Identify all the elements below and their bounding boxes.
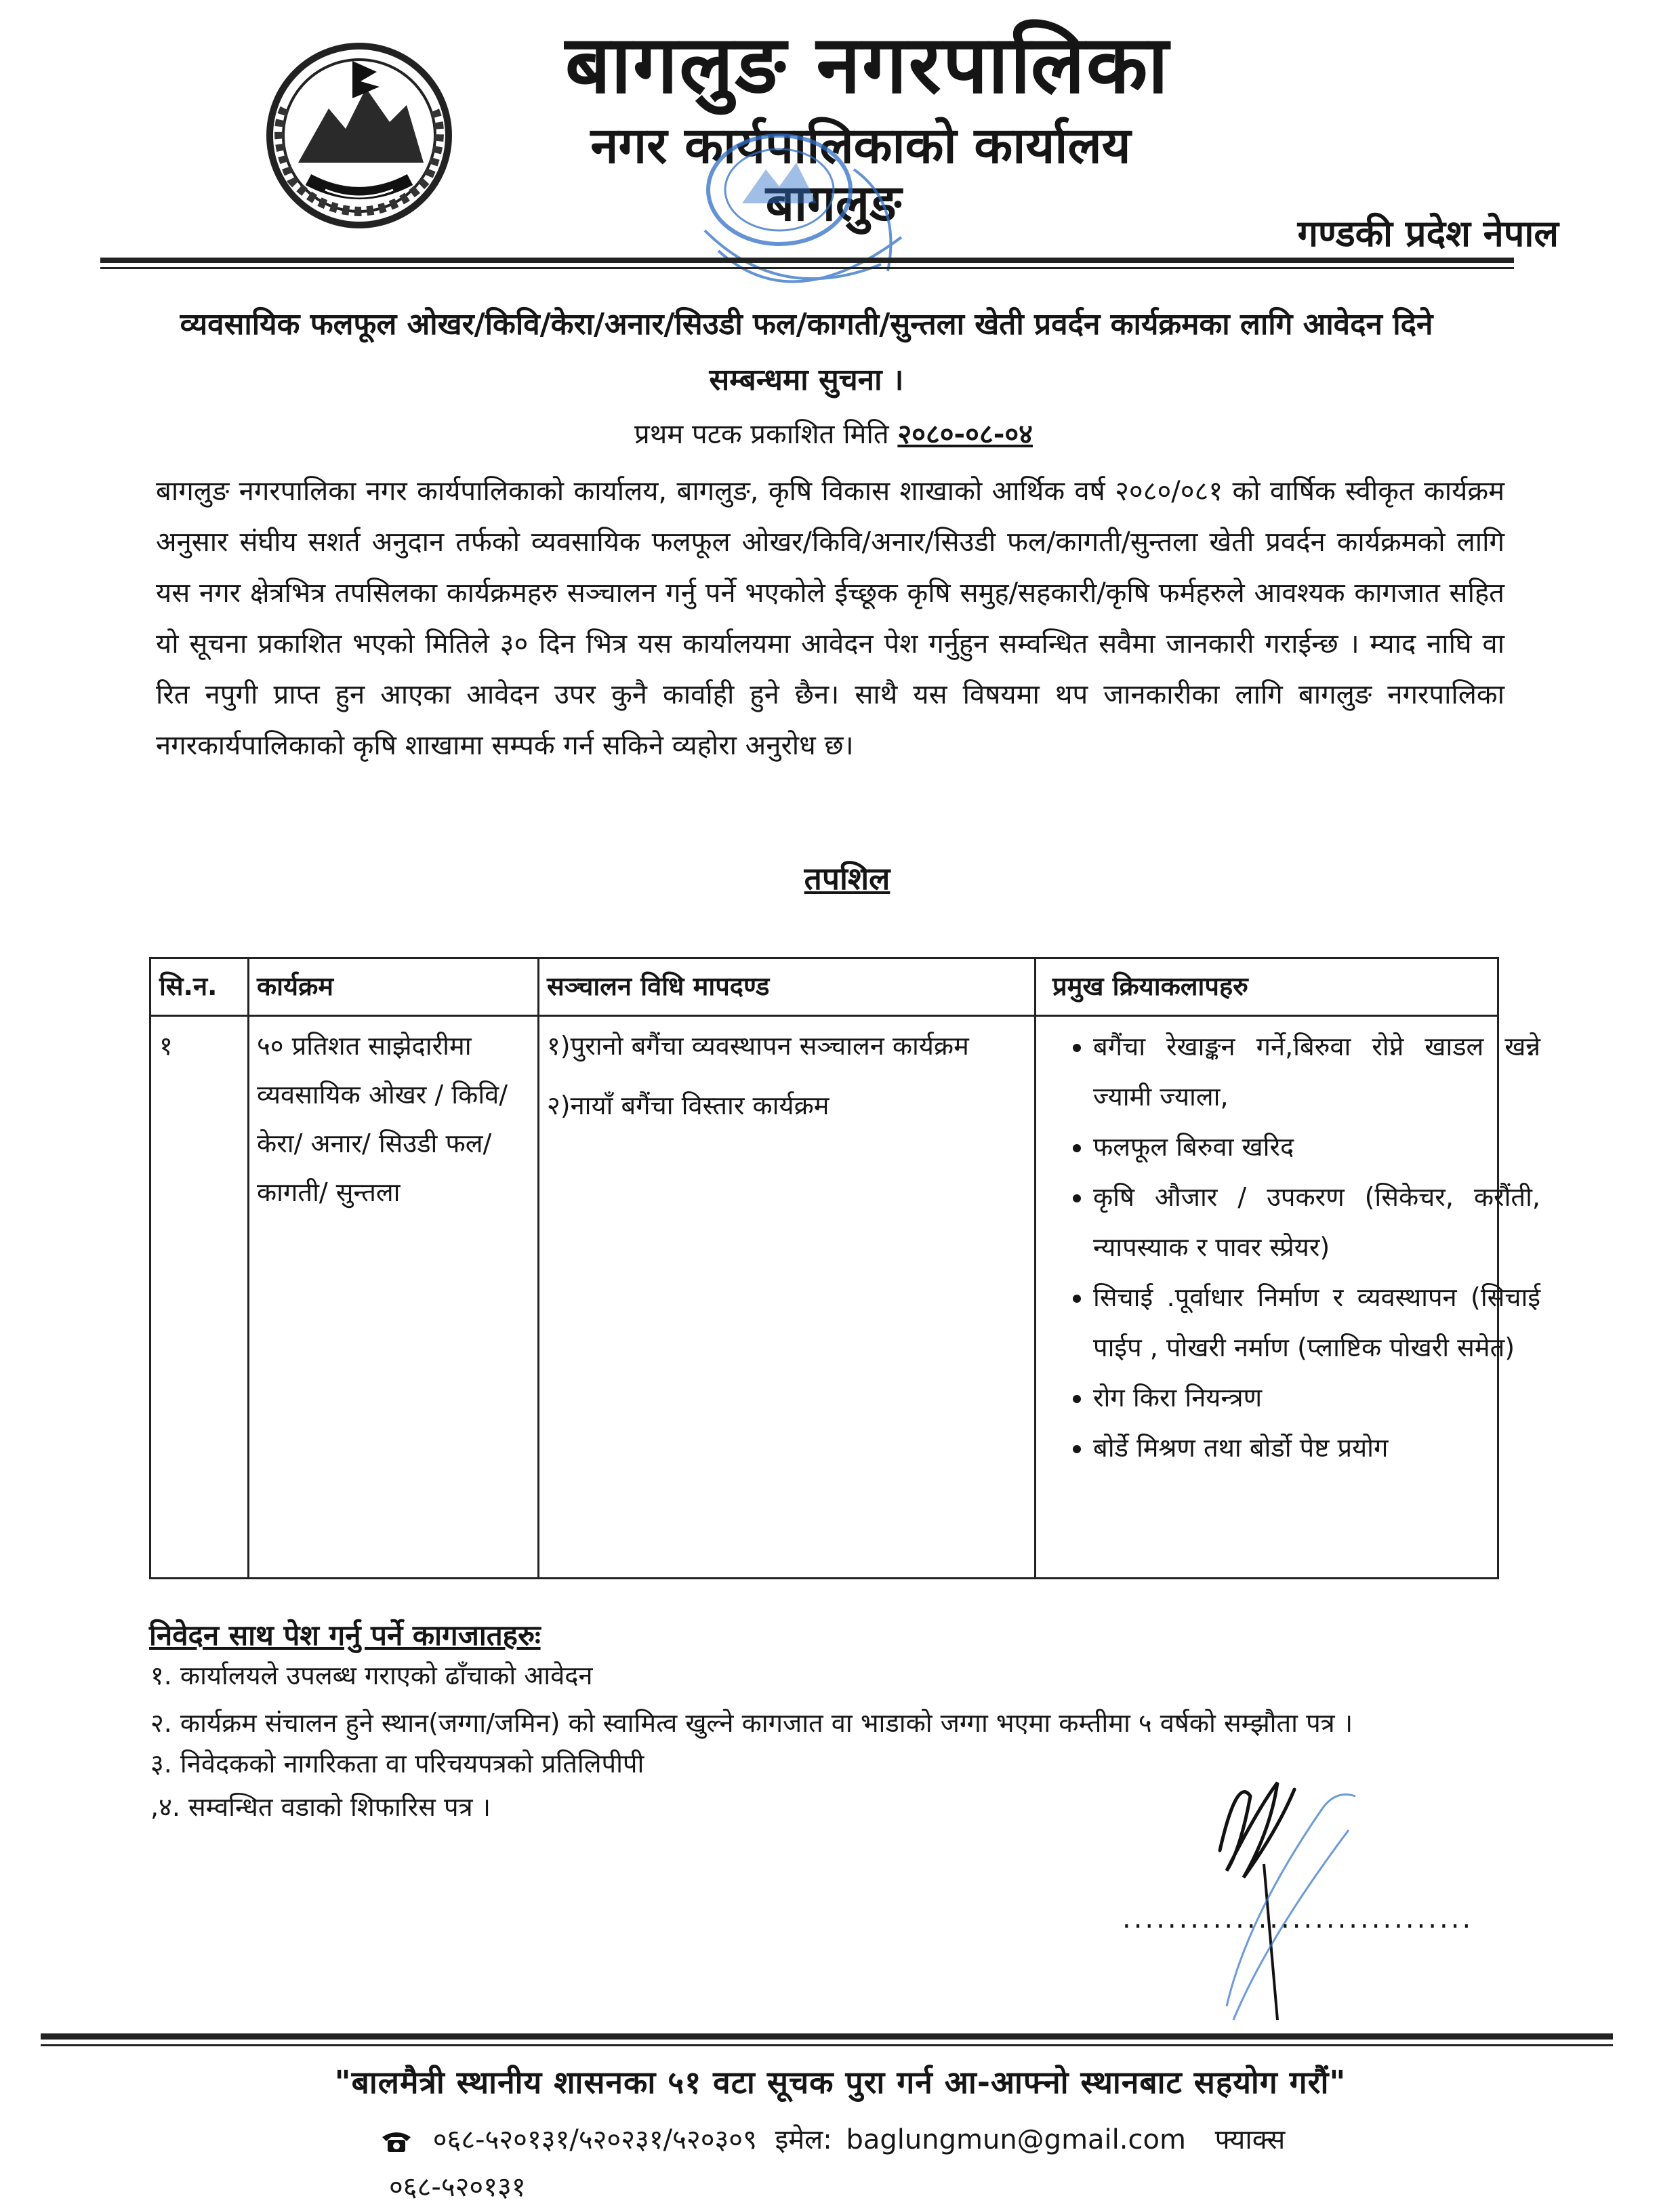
activity-item: • बोर्डे मिश्रण तथा बोर्डो पेष्ट प्रयोग [1093, 1423, 1540, 1473]
fax-number: ०६८-५२०१३१ [389, 2172, 526, 2203]
province-name: गण्डकी प्रदेश नेपाल [1297, 212, 1559, 255]
table-header-method: सञ्चालन विधि मापदण्ड [547, 971, 770, 1001]
table-col-divider [247, 959, 249, 1577]
header-rule [100, 258, 1514, 263]
table-header-activities: प्रमुख क्रियाकलापहरु [1052, 971, 1248, 1001]
email-label: इमेल: [775, 2124, 832, 2155]
table-header-programme: कार्यक्रम [257, 971, 333, 1001]
fax-label: फ्याक्स [1214, 2124, 1286, 2155]
phone-number: ०६८-५२०१३१/५२०२३१/५२०३०९ [432, 2124, 757, 2155]
signature-line: ............................... [1122, 1903, 1474, 1934]
footer-rule-thin [41, 2044, 1613, 2046]
table-col-divider [537, 959, 539, 1577]
activities-list [1039, 1021, 1540, 1473]
activity-item: • फलफूल बिरुवा खरिद [1093, 1122, 1540, 1172]
phone-icon [380, 2129, 413, 2153]
documents-heading: निवेदन साथ पेश गर्नु पर्ने कागजातहरुः [149, 1619, 541, 1652]
publish-date-label: प्रथम पटक प्रकाशित मिति [634, 419, 889, 450]
notice-body: बागलुङ नगरपालिका नगर कार्यपालिकाको कार्यालय, बागलुङ, कृषि विकास शाखाको आर्थिक वर्ष २०८०/०८१ को वार्षिक स्वीकृत कार्यक्रम अनुसार संघीय सशर्त अनुदान तर्फको व्यवसायिक फलफूल ओखर/किवि/अनार/सिउडी फल/कागती/सुन्तला खेती प्रवर्दन कार्यक्रमको लागि यस नगर क्षेत्रभित्र तपसिलका कार्यक्रमहरु सञ्चालन गर्नु पर्ने भएकोले ईच्छूक कृषि समुह/सहकारी/कृषि फर्महरुले आवश्यक कागजात सहित यो सूचना प्रकाशित भएको मितिले ३० दिन भित्र यस कार्यालयमा आवेदन पेश गर्नुहुन सम्वन्धित सवैमा जानकारी गराईन्छ । म्याद नाघि वा रित नपुगी प्राप्त हुन आएका आवेदन उपर कुनै कार्वाही हुने छैन। साथै यस विषयमा थप जानकारीका लागि बागलुङ नगरपालिका नगरकार्यपालिकाको कृषि शाखामा सम्पर्क गर्न सकिने व्यहोरा अनुरोध छ। [156, 476, 1504, 761]
publish-date [474, 411, 1193, 458]
activity-item: • कृषि औजार / उपकरण (सिकेचर, करौंती, न्यापस्याक र पावर स्प्रेयर) [1093, 1172, 1540, 1272]
activity-item: • रोग किरा नियन्त्रण [1093, 1373, 1540, 1423]
schedule-heading: तपशिल [804, 860, 890, 897]
handwritten-signature [1111, 1749, 1464, 2033]
office-stamp [678, 129, 935, 312]
table-cell-method-2: २)नायाँ बगैंचा विस्तार कार्यक्रम [547, 1091, 829, 1120]
notice-subject: व्यवसायिक फलफूल ओखर/किवि/केरा/अनार/सिउडी फल/कागती/सुन्तला खेती प्रवर्दन कार्यक्रमका लागि आवेदन दिने सम्बन्धमा सुचना । [180, 307, 1433, 397]
table-header-sn: सि.न. [159, 971, 218, 1001]
document-item: १. कार्यालयले उपलब्ध गराएको ढाँचाको आवेदन [150, 1661, 593, 1690]
contact-info [380, 2116, 1396, 2211]
table-header-divider [151, 1015, 1497, 1017]
activity-item: • सिचाई .पूर्वाधार निर्माण र व्यवस्थापन (सिचाई पाईप , पोखरी नर्माण (प्लाष्टिक पोखरी समेत) [1093, 1272, 1540, 1373]
table-cell-programme: ५० प्रतिशत साझेदारीमा व्यवसायिक ओखर / किवि/ केरा/ अनार/ सिउडी फल/ कागती/ सुन्तला [257, 1031, 508, 1207]
programme-table [149, 957, 1540, 1579]
table-cell-method-1: १)पुरानो बगैंचा व्यवस्थापन सञ्चालन कार्यक्रम [547, 1031, 969, 1061]
document-item: ,४. सम्वन्धित वडाको शिफारिस पत्र । [150, 1792, 491, 1822]
activity-item: • बगैंचा रेखाङ्कन गर्ने,बिरुवा रोप्ने खाडल खन्ने ज्यामी ज्याला, [1093, 1021, 1540, 1122]
office-name: नगर कार्यपालिकाको कार्यालय [590, 117, 1131, 175]
table-col-divider [1034, 959, 1036, 1577]
document-item: २. कार्यक्रम संचालन हुने स्थान(जग्गा/जमिन) को स्वामित्व खुल्ने कागजात वा भाडाको जग्गा भएमा कम्तीमा ५ वर्षको सम्झौता पत्र । [150, 1708, 1353, 1738]
nepal-emblem-logo [244, 34, 488, 237]
document-item: ३. निवेदकको नागरिकता वा परिचयपत्रको प्रतिलिपीपी [150, 1749, 644, 1779]
footer-slogan: "बालमैत्री स्थानीय शासनका ५१ वटा सूचक पुरा गर्न आ-आफ्नो स्थानबाट सहयोग गरौं" [334, 2064, 1347, 2101]
org-name: बागलुङ नगरपालिका [565, 18, 1170, 111]
footer-rule [41, 2033, 1613, 2040]
email-address: baglungmun@gmail.com [846, 2124, 1186, 2155]
publish-date-value: २०८०-०८-०४ [897, 419, 1033, 450]
header-rule-thin [100, 267, 1514, 269]
table-cell-sn: १ [159, 1031, 173, 1061]
office-place: बागलुङ [765, 174, 902, 232]
